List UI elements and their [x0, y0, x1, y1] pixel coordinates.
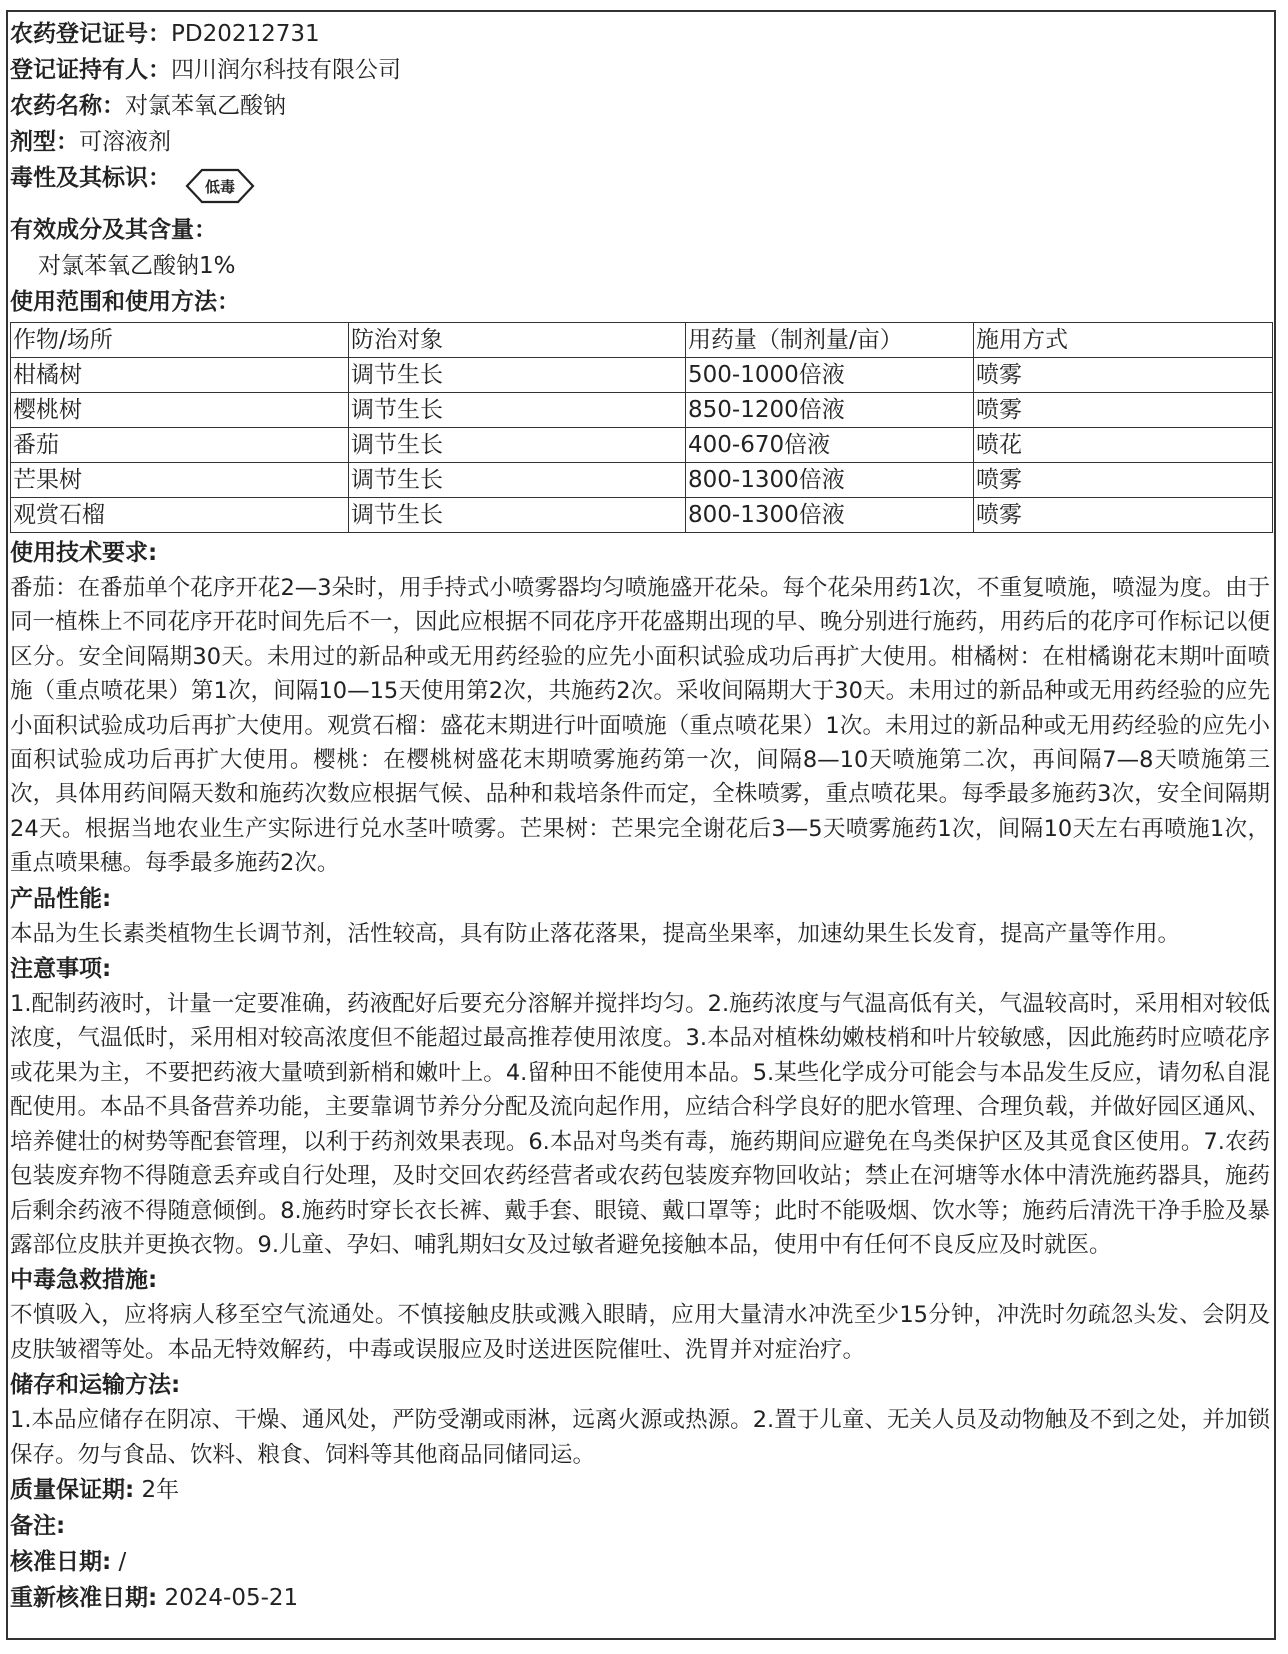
table-row — [11, 498, 1273, 533]
table-cell: 调节生长 — [349, 428, 686, 463]
table-cell: 调节生长 — [349, 463, 686, 498]
performance-text: 本品为生长素类植物生长调节剂，活性较高，具有防止落花落果，提高坐果率，加速幼果生长发育，提高产量等作用。 — [10, 920, 1181, 947]
table-cell: 喷雾 — [974, 498, 1273, 533]
approval-line — [10, 1544, 1272, 1580]
technical-heading — [10, 535, 1272, 571]
technical-text: 番茄：在番茄单个花序开花2—3朵时，用手持式小喷雾器均匀喷施盛开花朵。每个花朵用药1次，不重复喷施，喷湿为度。由于同一植株上不同花序开花时间先后不一，因此应根据不同花序开花盛期出现的早、晚分别进行施药，用药后的花序可作标记以便区分。安全间隔期30天。未用过的新品种或无用药经验的应先小面积试验成功后再扩大使用。柑橘树：在柑橘谢花末期叶面喷施（重点喷花果）第1次，间隔10—15天使用第2次，共施药2次。采收间隔期大于30天。未用过的新品种或无用药经验的应先小面积试验成功后再扩大使用。观赏石榴：盛花末期进行叶面喷施（重点喷花果）1次。未用过的新品种或无用药经验的应先小面积试验成功后再扩大使用。樱桃：在樱桃树盛花末期喷雾施药第一次，间隔8—10天喷施第二次，再间隔7—8天喷施第三次，具体用药间隔天数和施药次数应根据气候、品种和栽培条件而定，全株喷雾，重点喷花果。每季最多施药3次，安全间隔期24天。根据当地农业生产实际进行兑水茎叶喷雾。芒果树：芒果完全谢花后3—5天喷雾施药1次，间隔10天左右再喷施1次，重点喷果穗。每季最多施药2次。 — [10, 575, 1271, 877]
precautions-heading — [10, 951, 1272, 987]
precautions-text: 1.配制药液时，计量一定要准确，药液配好后要充分溶解并搅拌均匀。2.施药浓度与气温高低有关，气温较高时，采用相对较低浓度，气温低时，采用相对较高浓度但不能超过最高推荐使用浓度。3.本品对植株幼嫩枝梢和叶片较敏感，因此施药时应喷花序或花果为主，不要把药液大量喷到新梢和嫩叶上。4.留种田不能使用本品。5.某些化学成分可能会与本品发生反应，请勿私自混配使用。本品不具备营养功能，主要靠调节养分分配及流向起作用，应结合科学良好的肥水管理、合理负载，并做好园区通风、培养健壮的树势等配套管理，以利于药剂效果表现。6.本品对鸟类有毒，施药期间应避免在鸟类保护区及其觅食区使用。7.农药包装废弃物不得随意丢弃或自行处理，及时交回农药经营者或农药包装废弃物回收站；禁止在河塘等水体中清洗施药器具，施药后剩余药液不得随意倾倒。8.施药时穿长衣长裤、戴手套、眼镜、戴口罩等；此时不能吸烟、饮水等；施药后清洗干净手脸及暴露部位皮肤并更换衣物。9.儿童、孕妇、哺乳期妇女及过敏者避免接触本品，使用中有任何不良反应及时就医。 — [10, 991, 1271, 1258]
table-header-row — [11, 323, 1273, 358]
toxicity-line — [10, 160, 1272, 212]
table-cell: 800-1300倍液 — [686, 498, 974, 533]
table-header-cell: 用药量（制剂量/亩） — [686, 323, 974, 358]
holder-label: 登记证持有人： — [10, 57, 171, 83]
name-value: 对氯苯氧乙酸钠 — [125, 93, 286, 119]
reg-no-label: 农药登记证号： — [10, 21, 171, 47]
ingredient-heading — [10, 212, 1272, 248]
reg-no-line — [10, 16, 1272, 52]
table-cell: 400-670倍液 — [686, 428, 974, 463]
table-cell: 850-1200倍液 — [686, 393, 974, 428]
shelf-life-label: 质量保证期: — [10, 1476, 135, 1503]
table-cell: 调节生长 — [349, 393, 686, 428]
first-aid-label: 中毒急救措施: — [10, 1267, 158, 1294]
form-value: 可溶液剂 — [79, 129, 171, 155]
table-cell: 柑橘树 — [11, 358, 349, 393]
table-header-cell: 施用方式 — [974, 323, 1273, 358]
table-cell: 番茄 — [11, 428, 349, 463]
first-aid-text: 不慎吸入，应将病人移至空气流通处。不慎接触皮肤或溅入眼睛，应用大量清水冲洗至少15分钟，冲洗时勿疏忽头发、会阴及皮肤皱褶等处。本品无特效解药，中毒或误服应及时送进医院催吐、洗胃并对症治疗。 — [10, 1302, 1270, 1363]
shelf-life-value: 2年 — [141, 1476, 180, 1503]
reapproval-value: 2024-05-21 — [164, 1584, 299, 1611]
table-cell: 调节生长 — [349, 358, 686, 393]
table-cell: 樱桃树 — [11, 393, 349, 428]
ingredient-value: 对氯苯氧乙酸钠1% — [38, 253, 236, 279]
table-header-cell: 防治对象 — [349, 323, 686, 358]
usage-label: 使用范围和使用方法： — [10, 289, 240, 315]
low-toxicity-diamond-icon — [185, 164, 255, 208]
table-row — [11, 393, 1273, 428]
table-cell: 喷雾 — [974, 393, 1273, 428]
table-cell: 喷雾 — [974, 463, 1273, 498]
storage-label: 储存和运输方法: — [10, 1372, 181, 1399]
remark-line — [10, 1508, 1272, 1544]
table-header-cell: 作物/场所 — [11, 323, 349, 358]
toxicity-badge-text: 低毒 — [204, 178, 236, 196]
approval-label: 核准日期: — [10, 1548, 112, 1575]
first-aid-heading — [10, 1262, 1272, 1298]
reapproval-line — [10, 1580, 1272, 1616]
performance-label: 产品性能: — [10, 885, 112, 912]
ingredient-label: 有效成分及其含量： — [10, 217, 217, 243]
table-cell: 喷花 — [974, 428, 1273, 463]
usage-table — [10, 322, 1273, 533]
shelf-life-line — [10, 1472, 1272, 1508]
usage-heading — [10, 284, 1272, 320]
name-label: 农药名称： — [10, 93, 125, 119]
holder-line — [10, 52, 1272, 88]
table-cell: 800-1300倍液 — [686, 463, 974, 498]
reapproval-label: 重新核准日期: — [10, 1584, 158, 1611]
table-row — [11, 463, 1273, 498]
table-cell: 芒果树 — [11, 463, 349, 498]
table-cell: 喷雾 — [974, 358, 1273, 393]
approval-value: / — [118, 1548, 127, 1575]
reg-no-value: PD20212731 — [171, 21, 320, 47]
table-cell: 调节生长 — [349, 498, 686, 533]
table-row — [11, 428, 1273, 463]
name-line — [10, 88, 1272, 124]
holder-value: 四川润尔科技有限公司 — [171, 57, 401, 83]
form-label: 剂型： — [10, 129, 79, 155]
technical-label: 使用技术要求: — [10, 540, 158, 566]
remark-label: 备注: — [10, 1512, 66, 1539]
precautions-label: 注意事项: — [10, 956, 112, 983]
table-row — [11, 358, 1273, 393]
table-cell: 500-1000倍液 — [686, 358, 974, 393]
toxicity-label: 毒性及其标识： — [10, 165, 171, 191]
label-document — [6, 10, 1276, 1640]
table-cell: 观赏石榴 — [11, 498, 349, 533]
storage-heading — [10, 1367, 1272, 1403]
performance-heading — [10, 881, 1272, 917]
form-line — [10, 124, 1272, 160]
storage-text: 1.本品应储存在阴凉、干燥、通风处，严防受潮或雨淋，远离火源或热源。2.置于儿童、无关人员及动物触及不到之处，并加锁保存。勿与食品、饮料、粮食、饲料等其他商品同储同运。 — [10, 1407, 1270, 1468]
